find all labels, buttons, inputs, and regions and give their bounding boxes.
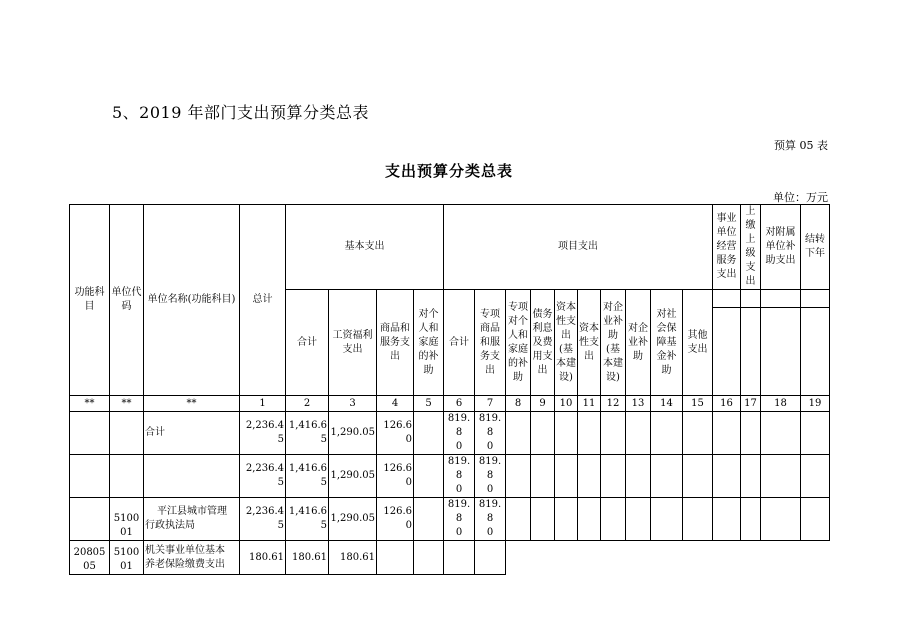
header-b-personal: 对个人和家庭的补助 xyxy=(414,290,444,396)
header-p-debt: 债务利息及费用支出 xyxy=(531,290,555,396)
header-unit-name: 单位名称(功能科目) xyxy=(144,205,240,396)
header-b-wage: 工资福利支出 xyxy=(329,290,377,396)
header-biz: 事业单位经营服务支出 xyxy=(713,205,741,290)
row-name: 合计 xyxy=(144,412,240,455)
header-project: 项目支出 xyxy=(444,205,713,290)
table-row: 2,236.45 1,416.65 1,290.05 126.60 819.8 0 819.8 0 xyxy=(70,455,830,498)
header-b-goods: 商品和服务支出 xyxy=(377,290,414,396)
header-affiliated: 对附属单位补助支出 xyxy=(761,205,801,290)
header-p-total: 合计 xyxy=(444,290,475,396)
header-total: 总计 xyxy=(240,205,286,396)
header-p-goods: 专项商品和服务支出 xyxy=(475,290,506,396)
table-row: 510001 平江县城市管理 行政执法局 2,236.45 1,416.65 1,290.05 126.60 819.8 0 819.8 0 xyxy=(70,498,830,541)
index-row: ** ** ** 1 2 3 4 5 6 7 8 9 10 11 12 13 14 15 16 17 18 19 xyxy=(70,396,830,412)
budget-table xyxy=(69,204,830,575)
page-heading: 5、2019 年部门支出预算分类总表 xyxy=(112,103,369,122)
header-upper: 上缴上级支出 xyxy=(741,205,761,290)
header-row-1 xyxy=(70,205,830,290)
header-b-total: 合计 xyxy=(286,290,329,396)
header-p-other: 其他支出 xyxy=(683,290,713,396)
header-p-capital-build: 资本性支出(基本建设) xyxy=(555,290,578,396)
table-code: 预算 05 表 xyxy=(774,139,828,152)
header-p-personal: 专项对个人和家庭的补助 xyxy=(506,290,531,396)
table-row: 2080505 510001 机关事业单位基本 养老保险缴费支出 180.61 180.61 180.61 xyxy=(70,541,830,575)
header-unit-code: 单位代码 xyxy=(110,205,144,396)
header-p-capital: 资本性支出 xyxy=(578,290,601,396)
table-title: 支出预算分类总表 xyxy=(384,162,513,180)
table-row: 合计 2,236.45 1,416.65 1,290.05 126.60 819.8 0 819.8 0 xyxy=(70,412,830,455)
header-carry: 结转下年 xyxy=(801,205,830,290)
unit-label: 单位：万元 xyxy=(773,191,828,204)
header-p-enterprise-build: 对企业补助(基本建设) xyxy=(601,290,626,396)
header-func: 功能科目 xyxy=(70,205,110,396)
header-p-enterprise: 对企业补助 xyxy=(626,290,651,396)
header-basic: 基本支出 xyxy=(286,205,444,290)
header-p-social: 对社会保障基金补助 xyxy=(651,290,683,396)
